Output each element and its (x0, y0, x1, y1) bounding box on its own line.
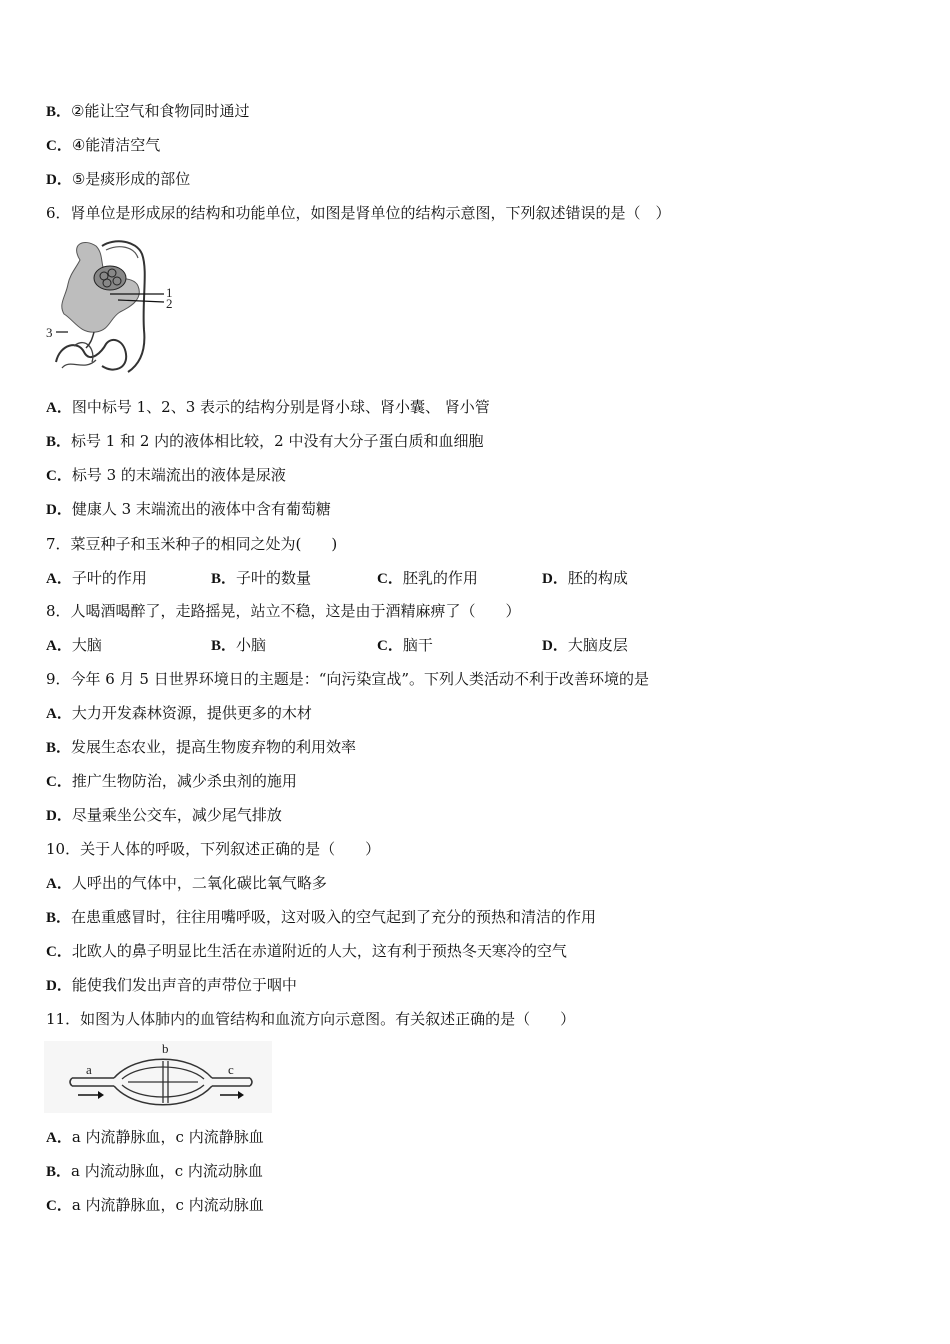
q6-option-a: A．图中标号 1、2、3 表示的结构分别是肾小球、肾小囊、 肾小管 (46, 398, 490, 416)
q11-option-b: B．a 内流动脉血，c 内流动脉血 (46, 1162, 263, 1180)
option-d: D．⑤是痰形成的部位 (46, 170, 191, 188)
nephron-figure (44, 240, 180, 382)
q6-option-d: D．健康人 3 末端流出的液体中含有葡萄糖 (46, 500, 331, 518)
question-10-stem: 10．关于人体的呼吸，下列叙述正确的是（ ） (46, 840, 381, 858)
figure-label-3: 3 (46, 325, 53, 340)
q9-option-c: C．推广生物防治，减少杀虫剂的施用 (46, 772, 297, 790)
option-b: B．②能让空气和食物同时通过 (46, 102, 250, 120)
q10-option-a: A．人呼出的气体中，二氧化碳比氧气略多 (46, 874, 327, 892)
q8-option-a: A．大脑 (46, 636, 102, 654)
q7-option-b: B．子叶的数量 (211, 569, 312, 587)
q10-option-c: C．北欧人的鼻子明显比生活在赤道附近的人大，这有利于预热冬天寒冷的空气 (46, 942, 567, 960)
figure-label-b: b (162, 1041, 169, 1056)
q7-option-d: D．胚的构成 (542, 569, 628, 587)
figure-label-c: c (228, 1062, 234, 1077)
question-9-stem: 9．今年 6 月 5 日世界环境日的主题是：“向污染宣战”。下列人类活动不利于改善环境的是 (46, 670, 650, 688)
question-8-stem: 8．人喝酒喝醉了，走路摇晃，站立不稳，这是由于酒精麻痹了（ ） (46, 602, 521, 620)
q11-option-c: C．a 内流静脉血，c 内流动脉血 (46, 1196, 264, 1214)
option-c: C．④能清洁空气 (46, 136, 161, 154)
q7-option-a: A．子叶的作用 (46, 569, 147, 587)
q11-option-a: A．a 内流静脉血，c 内流静脉血 (46, 1128, 264, 1146)
q7-option-c: C．胚乳的作用 (377, 569, 478, 587)
q10-option-b: B．在患重感冒时，往往用嘴呼吸，这对吸入的空气起到了充分的预热和清洁的作用 (46, 908, 597, 926)
q9-option-a: A．大力开发森林资源，提供更多的木材 (46, 704, 312, 722)
figure-label-2: 2 (166, 296, 173, 311)
q9-option-b: B．发展生态农业，提高生物废弃物的利用效率 (46, 738, 357, 756)
q8-option-d: D．大脑皮层 (542, 636, 628, 654)
figure-label-a: a (86, 1062, 92, 1077)
q6-option-c: C．标号 3 的末端流出的液体是尿液 (46, 466, 286, 484)
question-11-stem: 11．如图为人体肺内的血管结构和血流方向示意图。有关叙述正确的是（ ） (46, 1010, 576, 1028)
q6-option-b: B．标号 1 和 2 内的液体相比较，2 中没有大分子蛋白质和血细胞 (46, 432, 484, 450)
figure-label-1: 1 (166, 285, 173, 300)
question-6-stem: 6．肾单位是形成尿的结构和功能单位，如图是肾单位的结构示意图，下列叙述错误的是（ ） (46, 204, 671, 222)
question-7-stem: 7．菜豆种子和玉米种子的相同之处为( ) (46, 535, 338, 553)
q8-option-b: B．小脑 (211, 636, 267, 654)
capillary-figure (44, 1041, 272, 1113)
q8-option-c: C．脑干 (377, 636, 433, 654)
q9-option-d: D．尽量乘坐公交车，减少尾气排放 (46, 806, 282, 824)
q10-option-d: D．能使我们发出声音的声带位于咽中 (46, 976, 297, 994)
